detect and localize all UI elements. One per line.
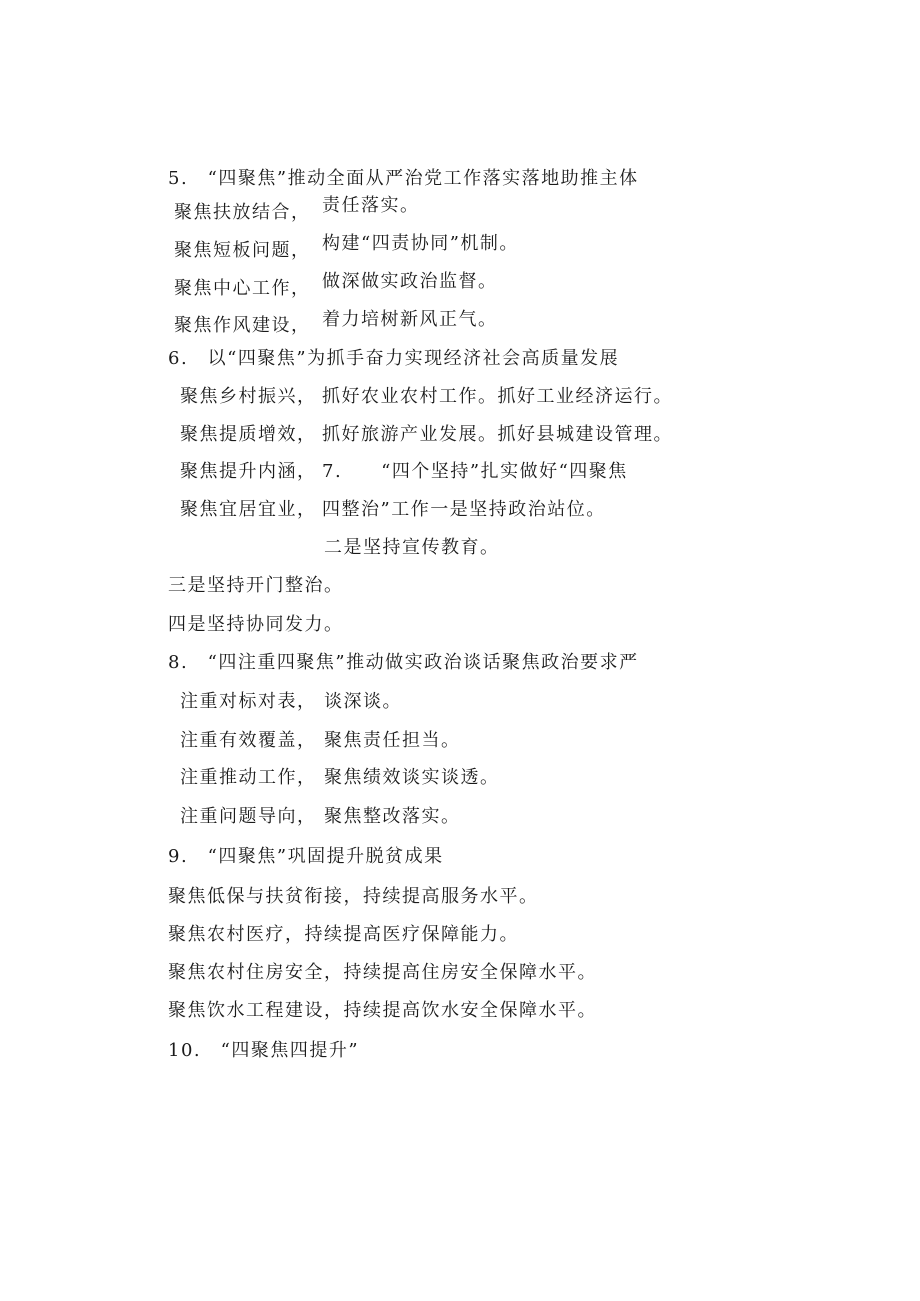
section-6-row-1-right: 抓好农业农村工作。抓好工业经济运行。: [322, 386, 673, 407]
section-5-row-4-left: 聚焦作风建设，: [174, 315, 311, 336]
section-9-line-3: 聚焦农村住房安全，持续提高住房安全保障水平。: [168, 962, 597, 983]
section-9-line-4: 聚焦饮水工程建设，持续提高饮水安全保障水平。: [168, 1000, 597, 1021]
section-7-line-4: 四是坚持协同发力。: [168, 614, 344, 635]
section-6-row-3-right: 7. “四个坚持”扎实做好“四聚焦: [322, 461, 628, 482]
section-6-row-3-left: 聚焦提升内涵，: [180, 461, 317, 482]
section-8-row-1-left: 注重对标对表，: [180, 691, 317, 712]
section-5-row-3-right: 做深做实政治监督。: [322, 271, 498, 292]
section-6-row-2-right: 抓好旅游产业发展。抓好县城建设管理。: [322, 424, 673, 445]
section-8-title: 8. “四注重四聚焦”推动做实政治谈话聚焦政治要求严: [168, 652, 639, 673]
section-8-row-4-right: 聚焦整改落实。: [324, 806, 461, 827]
section-8-row-2-right: 聚焦责任担当。: [324, 730, 461, 751]
section-8-row-3-left: 注重推动工作，: [180, 767, 317, 788]
section-7-line-2: 二是坚持宣传教育。: [324, 537, 500, 558]
section-5-title: 5. “四聚焦”推动全面从严治党工作落实落地助推主体: [168, 168, 639, 189]
section-9-title: 9. “四聚焦”巩固提升脱贫成果: [168, 846, 444, 867]
section-5-row-2-right: 构建“四责协同”机制。: [322, 233, 519, 254]
section-8-row-1-right: 谈深谈。: [324, 691, 402, 712]
section-5-row-1-right: 责任落实。: [322, 195, 420, 216]
section-8-row-3-right: 聚焦绩效谈实谈透。: [324, 767, 500, 788]
section-5-row-2-left: 聚焦短板问题，: [174, 240, 311, 261]
section-8-row-2-left: 注重有效覆盖，: [180, 730, 317, 751]
section-6-row-2-left: 聚焦提质增效，: [180, 424, 317, 445]
section-9-line-2: 聚焦农村医疗，持续提高医疗保障能力。: [168, 924, 519, 945]
section-5-row-3-left: 聚焦中心工作，: [174, 278, 311, 299]
section-10-title: 10. “四聚焦四提升”: [168, 1040, 360, 1061]
section-7-line-3: 三是坚持开门整治。: [168, 575, 344, 596]
section-5-row-4-right: 着力培树新风正气。: [322, 309, 498, 330]
section-6-title: 6. 以“四聚焦”为抓手奋力实现经济社会高质量发展: [168, 348, 620, 369]
section-6-row-4-left: 聚焦宜居宜业，: [180, 499, 317, 520]
section-9-line-1: 聚焦低保与扶贫衔接，持续提高服务水平。: [168, 886, 539, 907]
section-6-row-4-right: 四整治”工作一是坚持政治站位。: [322, 499, 606, 520]
section-8-row-4-left: 注重问题导向，: [180, 806, 317, 827]
section-5-row-1-left: 聚焦扶放结合，: [174, 202, 311, 223]
section-6-row-1-left: 聚焦乡村振兴，: [180, 386, 317, 407]
